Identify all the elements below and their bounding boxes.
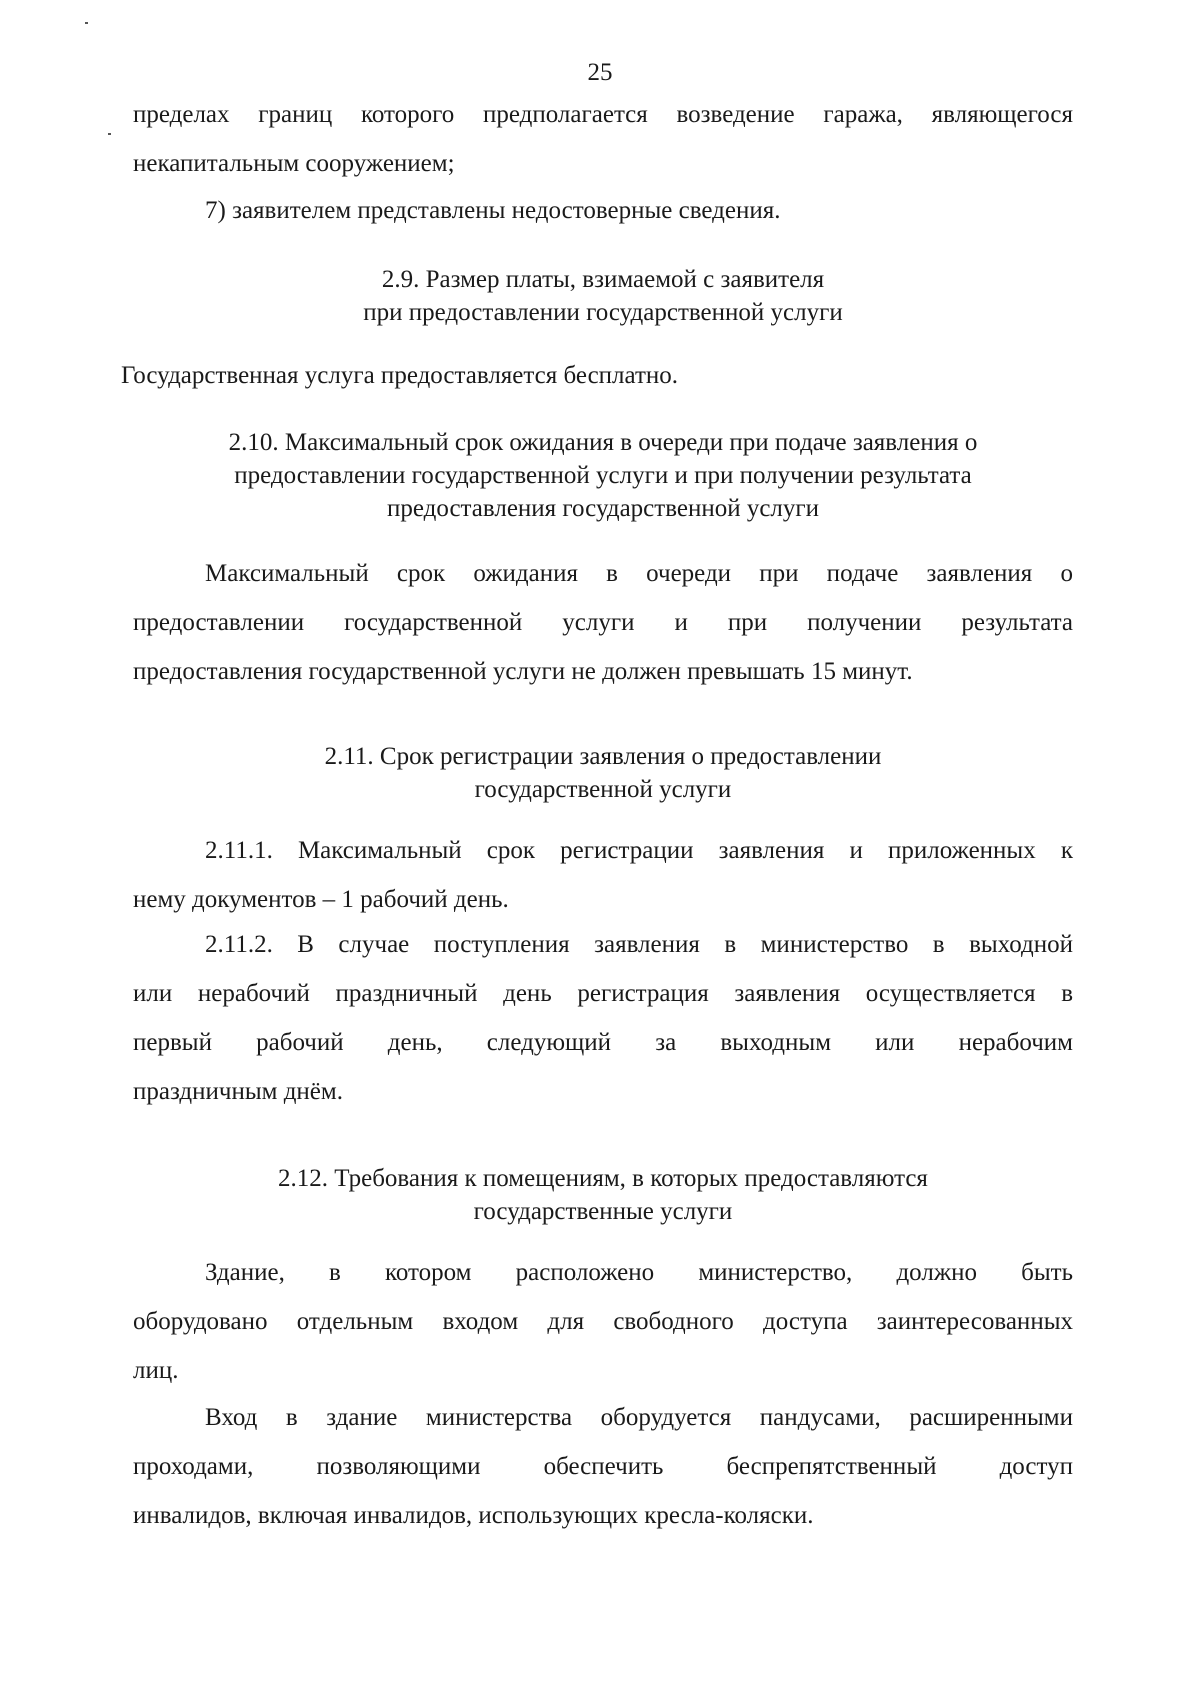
heading-line: предоставления государственной услуги — [386, 495, 820, 522]
heading-line: государственные услуги — [473, 1198, 733, 1225]
section-heading-2-11 — [133, 740, 1073, 806]
paragraph-queue-time — [133, 549, 1073, 696]
scan-speck — [85, 22, 88, 24]
heading-line: 2.9. Размер платы, взимаемой с заявителя — [381, 266, 825, 293]
text-line: 7) заявителем представлены недостоверные сведения. — [205, 197, 781, 224]
heading-line: 2.11. Срок регистрации заявления о предоставлении — [324, 743, 882, 770]
paragraph-fee — [121, 351, 1073, 400]
text-line: Вход в здание министерства оборудуется пандусами, расширенными — [205, 1404, 1073, 1431]
section-heading-2-12 — [133, 1162, 1073, 1228]
document-body — [121, 100, 1073, 1540]
paragraph-2-11-1 — [133, 826, 1073, 924]
scan-speck — [108, 133, 111, 135]
text-line: предоставления государственной услуги не должен превышать 15 минут. — [133, 658, 913, 685]
page-number: 25 — [587, 59, 613, 86]
text-line: 2.11.1. Максимальный срок регистрации заявления и приложенных к — [205, 837, 1073, 864]
text-line: пределах границ которого предполагается возведение гаража, являющегося — [133, 101, 1073, 128]
paragraph-building — [133, 1248, 1073, 1395]
text-line: предоставлении государственной услуги и при получении результата — [133, 609, 1073, 636]
paragraph-item-7 — [133, 186, 1073, 235]
heading-line: предоставлении государственной услуги и при получении результата — [234, 462, 972, 489]
section-heading-2-10 — [133, 426, 1073, 525]
text-line: или нерабочий праздничный день регистрация заявления осуществляется в — [133, 980, 1073, 1007]
text-line: проходами, позволяющими обеспечить беспрепятственный доступ — [133, 1453, 1073, 1480]
paragraph-continuation — [133, 90, 1073, 188]
text-line: оборудовано отдельным входом для свободного доступа заинтересованных — [133, 1308, 1073, 1335]
text-line: инвалидов, включая инвалидов, использующих кресла-коляски. — [133, 1502, 814, 1529]
text-line: Максимальный срок ожидания в очереди при подаче заявления о — [205, 560, 1073, 587]
text-line: нему документов – 1 рабочий день. — [133, 886, 509, 913]
text-line: праздничным днём. — [133, 1078, 343, 1105]
text-line: лиц. — [133, 1357, 179, 1384]
text-line: 2.11.2. В случае поступления заявления в министерство в выходной — [205, 931, 1073, 958]
section-heading-2-9 — [133, 263, 1073, 329]
paragraph-entrance — [133, 1393, 1073, 1540]
text-line: Государственная услуга предоставляется бесплатно. — [121, 362, 679, 389]
heading-line: при предоставлении государственной услуги — [363, 299, 843, 326]
paragraph-2-11-2 — [133, 920, 1073, 1116]
text-line: некапитальным сооружением; — [133, 150, 455, 177]
text-line: Здание, в котором расположено министерство, должно быть — [205, 1259, 1073, 1286]
heading-line: 2.12. Требования к помещениям, в которых предоставляются — [278, 1165, 928, 1192]
heading-line: государственной услуги — [474, 776, 732, 803]
heading-line: 2.10. Максимальный срок ожидания в очереди при подаче заявления о — [228, 429, 978, 456]
text-line: первый рабочий день, следующий за выходным или нерабочим — [133, 1029, 1073, 1056]
